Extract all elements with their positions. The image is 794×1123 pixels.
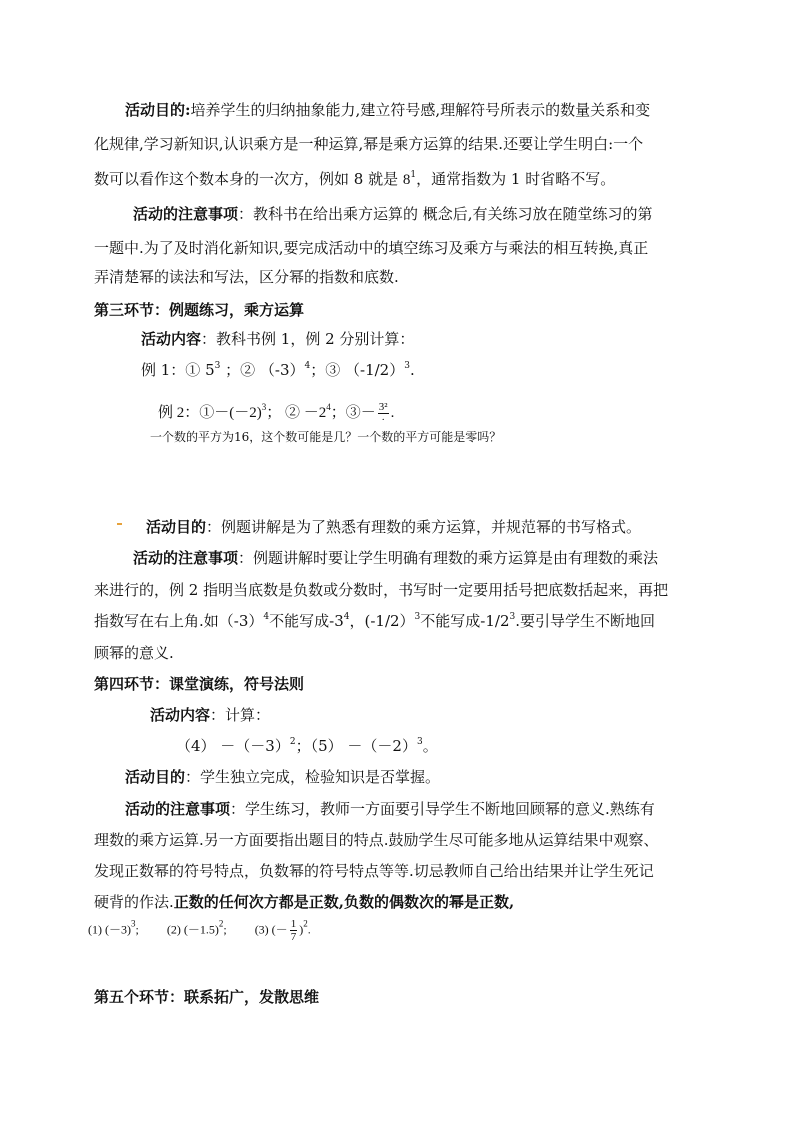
p8-text-4a: 硬背的作法.: [94, 893, 174, 911]
exercise-3-numerator: 1: [290, 918, 297, 930]
p5-text-3c: ，(-1/2）: [349, 612, 415, 630]
p5-text-3a: 指数写在右上角.如（-3）: [94, 612, 264, 630]
example-1-c-exp: 3: [404, 361, 410, 371]
exercise-3-fraction: [290, 918, 298, 943]
section-3-title: 第三环节：例题练习，乘方运算: [94, 301, 305, 319]
calc-c: 。: [422, 737, 438, 755]
p5-label: 活动的注意事项: [133, 549, 239, 567]
calc-a-exp: 2: [289, 737, 296, 747]
exercise-3-close: ): [299, 922, 304, 937]
p2-line-2: 一题中.为了及时消化新知识,要完成活动中的填空练习及乘方与乘法的相互转换,真正: [94, 239, 649, 257]
p2-text-1: ：教科书在给出乘方运算的 概念后,有关练习放在随堂练习的第: [238, 205, 653, 223]
p1-line-2: 化规律,学习新知识,认识乘方是一种运算,幂是乘方运算的结果.还要让学生明白:一个: [94, 135, 644, 153]
p5-line-4: 顾幂的意义.: [94, 644, 174, 662]
exercise-1-exp: 3: [131, 918, 136, 929]
p5-text-3e: .要引导学生不断地回: [515, 612, 656, 630]
p8-line-1: [125, 797, 655, 821]
example-2: [158, 401, 394, 426]
example-1-a-exp: 3: [214, 361, 221, 371]
calc-b: ；（5） －（－2）: [295, 737, 417, 755]
p5-exp-a: 4: [263, 612, 270, 622]
exercise-3: (3) (－: [254, 922, 288, 937]
p1-text-3b: ，通常指数为 1 时省略不写。: [416, 170, 616, 188]
exercise-2: (2) (－1.5): [166, 922, 219, 937]
example-1-c: ；③ （-1/2）: [310, 361, 405, 379]
dash-mark: [117, 523, 122, 525]
p5-exp-c: 3: [414, 612, 421, 622]
example-1-b: ；② （-3）: [220, 361, 305, 379]
p3-label: 活动内容: [141, 330, 202, 348]
p6-text: ：计算：: [210, 706, 271, 724]
p5-text-3b: 不能写成-3: [269, 612, 344, 630]
example-2-b-exp: 4: [326, 402, 331, 412]
p4-text: ：例题讲解是为了熟悉有理数的乘方运算，并规范幂的书写格式。: [206, 518, 642, 536]
exercise-3-exp: 2: [303, 918, 308, 929]
example-2-b: ； ② －2: [266, 405, 327, 421]
calc-a: （4） －（－3）: [176, 737, 290, 755]
p1-power-exp: 1: [410, 170, 417, 180]
p8-rule-text: 正数的任何次方都是正数,负数的偶数次的幂是正数,: [173, 893, 515, 911]
p8-line-4: [94, 890, 514, 914]
example-2-a-exp: 3: [261, 402, 267, 412]
p8-line-3: 发现正数幂的符号特点，负数幂的符号特点等等.切忌教师自己给出结果并让学生死记: [94, 862, 654, 880]
p5-exp-d: 3: [509, 612, 516, 622]
example-2-a: 例 2：①－(－2): [158, 405, 262, 421]
section-5-title: 第五个环节：联系拓广，发散思维: [94, 988, 320, 1006]
p3-text: ：教科书例 1，例 2 分别计算：: [201, 330, 415, 348]
p6-line-1: [150, 703, 270, 727]
p5-line-3: [94, 609, 655, 633]
example-1-a: 例 1：① 5: [141, 361, 215, 379]
example-2-denominator: ·: [381, 414, 386, 427]
exercise-1: (1) (－3): [88, 922, 131, 937]
p3-line-1: [141, 327, 414, 351]
p7-line-1: [125, 765, 440, 789]
p5-line-1: [133, 546, 658, 570]
exercise-2-end: ;: [223, 922, 227, 937]
p7-label: 活动目的: [125, 768, 186, 786]
example-2-numerator: 3²: [378, 401, 388, 414]
exercise-1-end: ;: [135, 922, 139, 937]
p5-text-3d: 不能写成-1/2: [420, 612, 510, 630]
p1-text-1: 培养学生的归纳抽象能力,建立符号感,理解符号所表示的数量关系和变: [190, 101, 651, 119]
exercise-3-end: .: [307, 922, 311, 937]
p8-label: 活动的注意事项: [125, 800, 231, 818]
p8-text-1: ：学生练习，教师一方面要引导学生不断地回顾幂的意义.熟练有: [230, 800, 655, 818]
p2-line-3: 弄清楚幂的读法和写法，区分幂的指数和底数.: [94, 268, 399, 286]
example-1-d: .: [409, 361, 415, 379]
p1-line-3: [94, 167, 615, 192]
p5-text-1: ：例题讲解时要让学生明确有理数的乘方运算是由有理数的乘法: [238, 549, 659, 567]
p7-text: ：学生独立完成，检验知识是否掌握。: [185, 768, 441, 786]
p1-label: 活动目的:: [125, 101, 191, 119]
example-2-c: ；③－: [330, 405, 376, 421]
calc-b-exp: 3: [416, 737, 423, 747]
exercise-3-denominator: 7: [290, 931, 297, 943]
exercise-line: [88, 918, 311, 943]
p4-label: 活动目的: [146, 518, 207, 536]
section-4-title: 第四环节：课堂演练，符号法则: [94, 675, 305, 693]
p1-power-base: 8: [402, 172, 411, 188]
calc-line: [176, 734, 438, 758]
p6-label: 活动内容: [150, 706, 211, 724]
p5-line-2: 来进行的，例 2 指明当底数是负数或分数时，书写时一定要用括号把底数括起来，再把: [94, 581, 669, 599]
p1-text-3a: 数可以看作这个数本身的一次方，例如 8 就是: [94, 170, 399, 188]
p2-line-1: [133, 202, 653, 226]
example-2-d: .: [390, 405, 395, 421]
p2-label: 活动的注意事项: [133, 205, 239, 223]
exercise-2-exp: 2: [218, 918, 224, 929]
p5-exp-b: 4: [343, 612, 350, 622]
example-note: 一个数的平方为16，这个数可能是几？一个数的平方可能是零吗？: [150, 430, 502, 444]
example-1: [141, 358, 415, 382]
p8-line-2: 理数的乘方运算.另一方面要指出题目的特点.鼓励学生尽可能多地从运算结果中观察、: [94, 831, 659, 849]
example-2-fraction: [378, 401, 389, 426]
example-1-b-exp: 4: [304, 361, 311, 371]
p4-line-1: [146, 515, 641, 539]
p1-line-1: [125, 98, 650, 122]
